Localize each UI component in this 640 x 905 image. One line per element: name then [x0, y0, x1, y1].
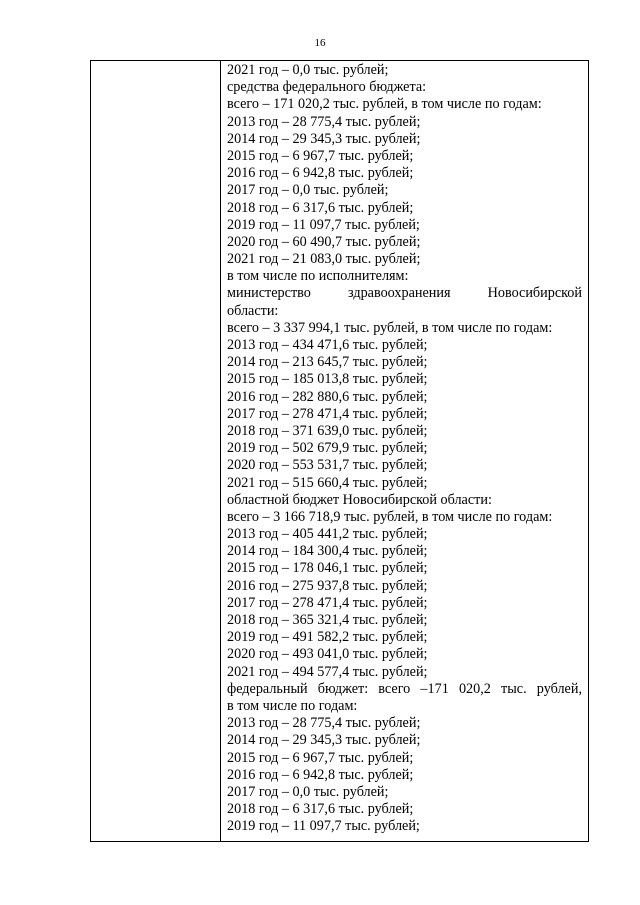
text-line: 2021 год – 515 660,4 тыс. рублей;: [227, 474, 428, 491]
text-line: 2021 год – 0,0 тыс. рублей;: [227, 62, 389, 78]
text-line: 2013 год – 28 775,4 тыс. рублей;: [227, 715, 421, 732]
text-line: 2016 год – 6 942,8 тыс. рублей;: [227, 766, 414, 783]
text-line: 2016 год – 6 942,8 тыс. рублей;: [227, 165, 414, 182]
text-line: 2017 год – 278 471,4 тыс. рублей;: [227, 405, 428, 422]
text-line: 2020 год – 493 041,0 тыс. рублей;: [227, 646, 428, 663]
text-line: всего – 171 020,2 тыс. рублей, в том числе по годам:: [227, 96, 542, 113]
text-line: 2014 год – 29 345,3 тыс. рублей;: [227, 732, 421, 749]
text-line: 2018 год – 6 317,6 тыс. рублей;: [227, 199, 414, 216]
text-line: 2018 год – 6 317,6 тыс. рублей;: [227, 801, 414, 818]
text-line: 2021 год – 21 083,0 тыс. рублей;: [227, 251, 421, 268]
text-line: министерство здравоохранения Новосибирской: [227, 285, 582, 302]
text-line: 2016 год – 282 880,6 тыс. рублей;: [227, 388, 428, 405]
text-line: в том числе по годам:: [227, 697, 358, 714]
text-line: 2015 год – 6 967,7 тыс. рублей;: [227, 749, 414, 766]
text-line: 2018 год – 371 639,0 тыс. рублей;: [227, 422, 428, 439]
text-line: в том числе по исполнителям:: [227, 268, 409, 285]
column-divider: [220, 61, 221, 841]
program-table: [90, 60, 589, 842]
text-line: 2019 год – 11 097,7 тыс. рублей;: [227, 216, 420, 233]
text-line: 2016 год – 275 937,8 тыс. рублей;: [227, 577, 428, 594]
text-line: 2019 год – 491 582,2 тыс. рублей;: [227, 629, 428, 646]
text-line: средства федерального бюджета:: [227, 79, 427, 96]
text-line: 2019 год – 502 679,9 тыс. рублей;: [227, 440, 428, 457]
text-line: 2020 год – 553 531,7 тыс. рублей;: [227, 457, 428, 474]
text-line: 2013 год – 405 441,2 тыс. рублей;: [227, 526, 428, 543]
text-line: всего – 3 337 994,1 тыс. рублей, в том числе по годам:: [227, 319, 553, 336]
text-line: 2014 год – 29 345,3 тыс. рублей;: [227, 130, 421, 147]
text-line: 2017 год – 278 471,4 тыс. рублей;: [227, 594, 428, 611]
text-line: 2013 год – 434 471,6 тыс. рублей;: [227, 337, 428, 353]
text-line: областной бюджет Новосибирской области:: [227, 491, 492, 508]
text-line: 2015 год – 178 046,1 тыс. рублей;: [227, 560, 428, 577]
text-line: 2019 год – 11 097,7 тыс. рублей;: [227, 818, 420, 835]
text-line: всего – 3 166 718,9 тыс. рублей, в том числе по годам:: [227, 508, 553, 525]
right-cell-financing-text: [227, 62, 582, 835]
text-line: 2013 год – 28 775,4 тыс. рублей;: [227, 113, 421, 130]
text-line: 2020 год – 60 490,7 тыс. рублей;: [227, 233, 421, 250]
text-line: 2015 год – 6 967,7 тыс. рублей;: [227, 147, 414, 164]
text-line: 2014 год – 184 300,4 тыс. рублей;: [227, 543, 428, 560]
text-line: 2017 год – 0,0 тыс. рублей;: [227, 182, 389, 199]
text-line: 2014 год – 213 645,7 тыс. рублей;: [227, 354, 428, 371]
text-line: 2018 год – 365 321,4 тыс. рублей;: [227, 612, 428, 628]
text-line: 2021 год – 494 577,4 тыс. рублей;: [227, 663, 428, 680]
page-number: 16: [314, 37, 326, 49]
text-line: 2017 год – 0,0 тыс. рублей;: [227, 783, 389, 800]
text-line: федеральный бюджет: всего –171 020,2 тыс. рублей,: [227, 680, 582, 697]
text-line: области:: [227, 302, 279, 319]
text-line: 2015 год – 185 013,8 тыс. рублей;: [227, 371, 428, 388]
